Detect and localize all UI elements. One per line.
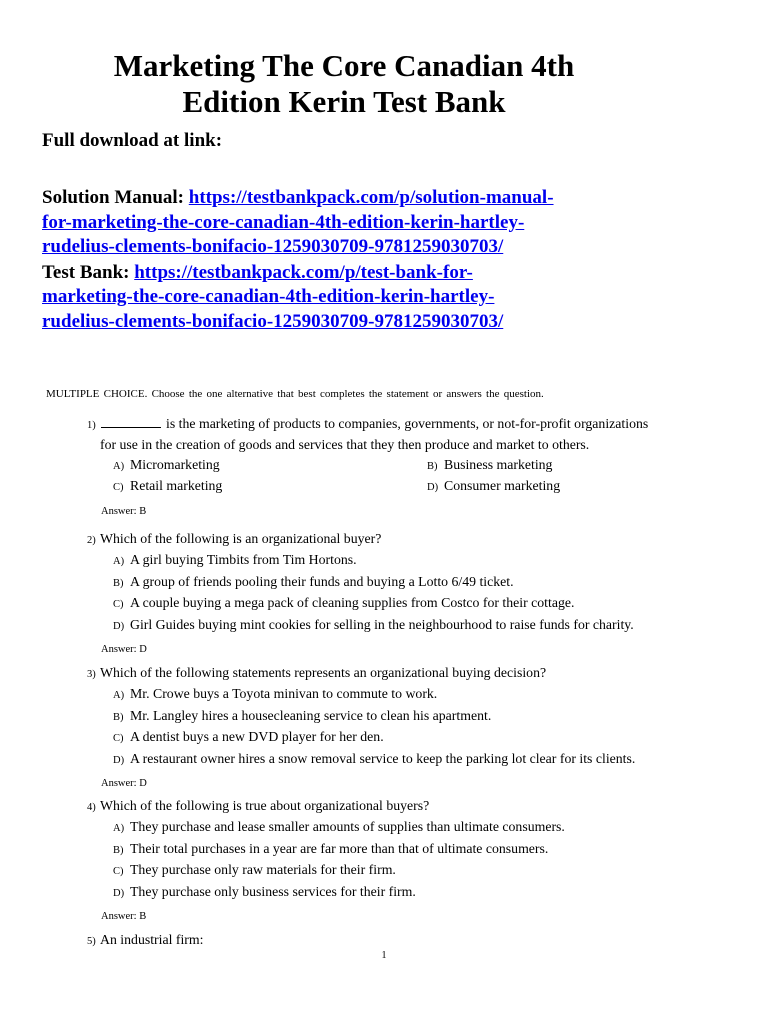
option-letter: D) bbox=[427, 482, 439, 494]
question-text: Which of the following is an organizational buyer? bbox=[100, 531, 382, 546]
option-d bbox=[113, 749, 727, 770]
option-letter: D) bbox=[113, 754, 125, 766]
question-5 bbox=[87, 930, 727, 951]
option-letter: B) bbox=[427, 460, 438, 472]
option-a bbox=[113, 455, 427, 476]
page-number: 1 bbox=[381, 950, 387, 961]
option-letter: D) bbox=[113, 887, 125, 899]
answer: Answer: D bbox=[101, 778, 147, 790]
question-3 bbox=[87, 663, 727, 793]
option-text: Their total purchases in a year are far more than that of ultimate consumers. bbox=[130, 840, 549, 856]
multiple-choice-instructions: MULTIPLE CHOICE. Choose the one alternative that best completes the statement or answers the question. bbox=[46, 388, 544, 400]
option-text: A restaurant owner hires a snow removal service to keep the parking lot clear for its clients. bbox=[130, 750, 636, 766]
option-letter: A) bbox=[113, 823, 125, 835]
option-c bbox=[113, 727, 727, 748]
option-text: Retail marketing bbox=[130, 478, 223, 494]
solution-manual-link-block bbox=[42, 186, 682, 260]
option-text: Girl Guides buying mint cookies for selling in the neighbourhood to raise funds for charity. bbox=[130, 616, 634, 632]
options bbox=[87, 817, 727, 903]
title-line-2: Edition Kerin Test Bank bbox=[182, 84, 506, 119]
test-bank-link-block bbox=[42, 261, 682, 335]
option-text: They purchase and lease smaller amounts of supplies than ultimate consumers. bbox=[130, 819, 565, 835]
option-d bbox=[113, 882, 727, 903]
option-letter: D) bbox=[113, 620, 125, 632]
option-letter: C) bbox=[113, 482, 124, 494]
option-letter: C) bbox=[113, 866, 124, 878]
option-text: A group of friends pooling their funds and buying a Lotto 6/49 ticket. bbox=[130, 573, 514, 589]
option-d bbox=[427, 476, 560, 497]
option-letter: A) bbox=[113, 460, 125, 472]
option-a bbox=[113, 684, 727, 705]
options bbox=[87, 550, 727, 636]
question-4 bbox=[87, 796, 727, 926]
option-text: Consumer marketing bbox=[444, 478, 561, 494]
question-text: is the marketing of products to companies, governments, or not-for-profit organizations bbox=[166, 416, 649, 431]
full-download-label: Full download at link: bbox=[42, 130, 223, 151]
answer: Answer: B bbox=[101, 505, 147, 517]
question-number: 5) bbox=[87, 936, 96, 947]
options bbox=[87, 684, 727, 770]
solution-manual-url-part-2: for-marketing-the-core-canadian-4th-edition-kerin-hartley- bbox=[42, 211, 525, 233]
option-c bbox=[113, 476, 427, 497]
option-text: Micromarketing bbox=[130, 456, 220, 472]
options bbox=[87, 455, 727, 498]
solution-manual-url-part-3: rudelius-clements-bonifacio-1259030709-9781259030703/ bbox=[42, 236, 504, 257]
fill-in-blank bbox=[101, 414, 161, 428]
test-bank-label: Test Bank: bbox=[42, 261, 130, 283]
option-letter: A) bbox=[113, 690, 125, 702]
solution-manual-url-part-1: https://testbankpack.com/p/solution-manual- bbox=[188, 187, 554, 208]
question-number: 2) bbox=[87, 535, 96, 546]
question-2 bbox=[87, 529, 727, 659]
download-links bbox=[42, 186, 682, 335]
option-text: Business marketing bbox=[444, 456, 553, 472]
question-number: 4) bbox=[87, 802, 96, 813]
question-text-continued: for use in the creation of goods and services that they then produce and market to others. bbox=[100, 437, 590, 453]
option-a bbox=[113, 817, 727, 838]
document-title bbox=[40, 48, 648, 120]
test-bank-url-part-1: https://testbankpack.com/p/test-bank-for- bbox=[134, 261, 473, 283]
question-number: 1) bbox=[87, 420, 96, 431]
question-text: Which of the following is true about organizational buyers? bbox=[100, 798, 430, 813]
answer: Answer: B bbox=[101, 911, 147, 923]
option-letter: B) bbox=[113, 844, 124, 856]
option-text: They purchase only raw materials for their firm. bbox=[130, 862, 396, 878]
question-number: 3) bbox=[87, 669, 96, 680]
question-text: An industrial firm: bbox=[100, 932, 204, 947]
option-text: A girl buying Timbits from Tim Hortons. bbox=[130, 552, 357, 568]
test-bank-url-part-2: marketing-the-core-canadian-4th-edition-kerin-hartley- bbox=[42, 286, 495, 307]
option-text: They purchase only business services for their firm. bbox=[130, 883, 416, 899]
option-letter: B) bbox=[113, 577, 124, 589]
option-letter: B) bbox=[113, 711, 124, 723]
question-1 bbox=[87, 414, 727, 521]
option-letter: C) bbox=[113, 733, 124, 745]
option-c bbox=[113, 593, 727, 614]
option-text: Mr. Langley hires a housecleaning service to clean his apartment. bbox=[130, 707, 492, 723]
option-b bbox=[113, 572, 727, 593]
option-b bbox=[113, 706, 727, 727]
option-c bbox=[113, 860, 727, 881]
option-b bbox=[427, 455, 552, 476]
option-text: Mr. Crowe buys a Toyota minivan to commute to work. bbox=[130, 686, 438, 702]
option-b bbox=[113, 839, 727, 860]
option-a bbox=[113, 550, 727, 571]
option-letter: C) bbox=[113, 599, 124, 611]
question-text: Which of the following statements represents an organizational buying decision? bbox=[100, 665, 547, 680]
test-bank-url-part-3: rudelius-clements-bonifacio-1259030709-9781259030703/ bbox=[42, 310, 504, 332]
solution-manual-label: Solution Manual: bbox=[42, 187, 185, 208]
option-letter: A) bbox=[113, 556, 125, 568]
option-d bbox=[113, 615, 727, 636]
title-line-1: Marketing The Core Canadian 4th bbox=[113, 48, 575, 83]
option-text: A couple buying a mega pack of cleaning supplies from Costco for their cottage. bbox=[130, 595, 575, 611]
option-text: A dentist buys a new DVD player for her den. bbox=[130, 729, 384, 745]
answer: Answer: D bbox=[101, 644, 147, 656]
